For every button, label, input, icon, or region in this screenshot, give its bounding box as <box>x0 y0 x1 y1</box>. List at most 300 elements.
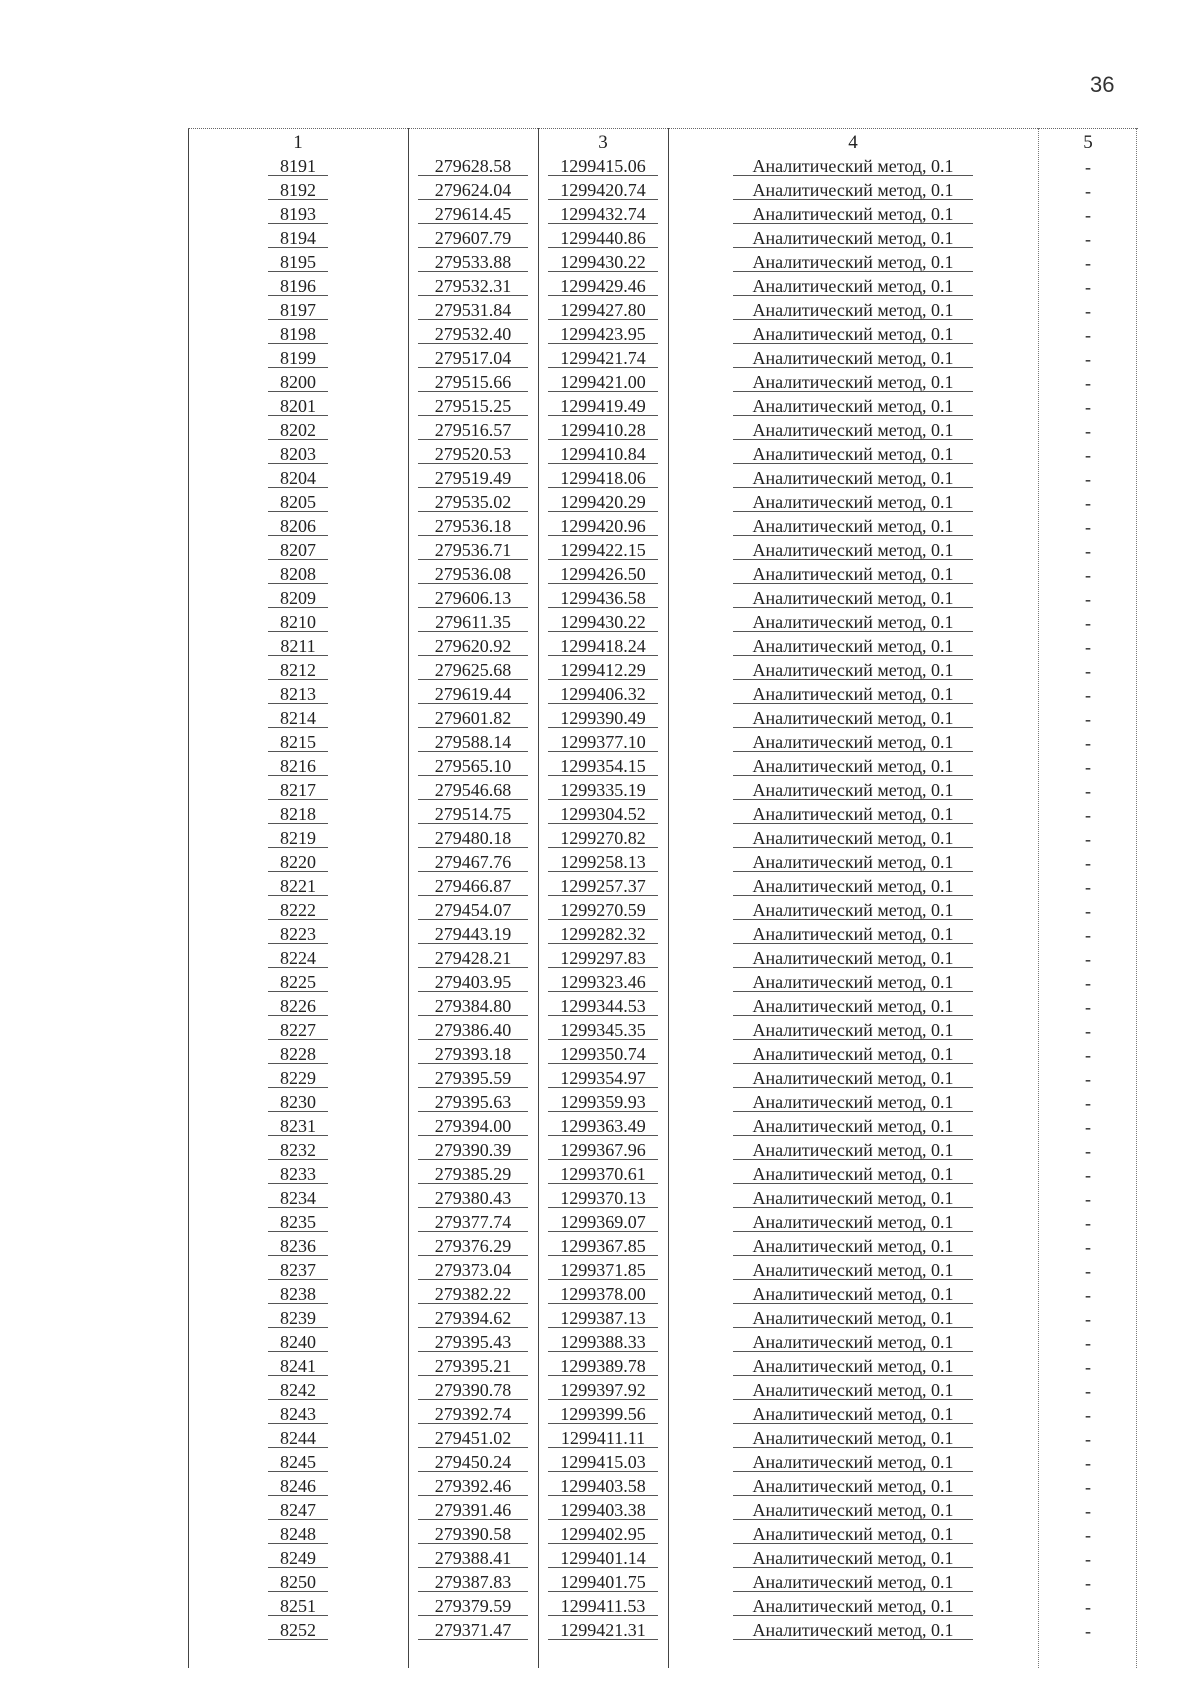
cell-y-coordinate <box>538 829 668 850</box>
method-accuracy-value: Аналитический метод, 0.1 <box>733 1117 973 1136</box>
cell-y-coordinate <box>538 709 668 730</box>
note-value: - <box>1085 1429 1091 1449</box>
table-row <box>188 1402 1138 1426</box>
y-coordinate-value: 1299370.61 <box>548 1165 658 1184</box>
x-coordinate-value: 279620.92 <box>418 637 528 656</box>
y-coordinate-value: 1299418.24 <box>548 637 658 656</box>
cell-x-coordinate <box>408 1453 538 1474</box>
method-accuracy-value: Аналитический метод, 0.1 <box>733 661 973 680</box>
cell-x-coordinate <box>408 1405 538 1426</box>
cell-point-number <box>188 1597 408 1618</box>
table-row <box>188 1090 1138 1114</box>
table-row <box>188 1258 1138 1282</box>
method-accuracy-value: Аналитический метод, 0.1 <box>733 1261 973 1280</box>
x-coordinate-value: 279394.62 <box>418 1309 528 1328</box>
method-accuracy-value: Аналитический метод, 0.1 <box>733 1525 973 1544</box>
cell-x-coordinate <box>408 973 538 994</box>
cell-x-coordinate <box>408 1117 538 1138</box>
y-coordinate-value: 1299410.84 <box>548 445 658 464</box>
method-accuracy-value: Аналитический метод, 0.1 <box>733 205 973 224</box>
table-row <box>188 1114 1138 1138</box>
point-number-value: 8252 <box>268 1621 328 1640</box>
cell-point-number <box>188 949 408 970</box>
cell-method-accuracy <box>668 1477 1038 1498</box>
note-value: - <box>1085 1045 1091 1065</box>
table-row <box>188 202 1138 226</box>
method-accuracy-value: Аналитический метод, 0.1 <box>733 613 973 632</box>
y-coordinate-value: 1299418.06 <box>548 469 658 488</box>
cell-point-number <box>188 565 408 586</box>
method-accuracy-value: Аналитический метод, 0.1 <box>733 829 973 848</box>
cell-method-accuracy <box>668 253 1038 274</box>
method-accuracy-value: Аналитический метод, 0.1 <box>733 877 973 896</box>
point-number-value: 8207 <box>268 541 328 560</box>
point-number-value: 8239 <box>268 1309 328 1328</box>
cell-y-coordinate <box>538 469 668 490</box>
cell-y-coordinate <box>538 685 668 706</box>
y-coordinate-value: 1299401.14 <box>548 1549 658 1568</box>
note-value: - <box>1085 277 1091 297</box>
method-accuracy-value: Аналитический метод, 0.1 <box>733 517 973 536</box>
cell-note <box>1038 1286 1138 1306</box>
table-row <box>188 514 1138 538</box>
table-row <box>188 1426 1138 1450</box>
point-number-value: 8230 <box>268 1093 328 1112</box>
x-coordinate-value: 279619.44 <box>418 685 528 704</box>
cell-note <box>1038 350 1138 370</box>
cell-point-number <box>188 877 408 898</box>
cell-point-number <box>188 1141 408 1162</box>
x-coordinate-value: 279390.78 <box>418 1381 528 1400</box>
cell-point-number <box>188 349 408 370</box>
point-number-value: 8235 <box>268 1213 328 1232</box>
x-coordinate-value: 279395.63 <box>418 1093 528 1112</box>
method-accuracy-value: Аналитический метод, 0.1 <box>733 1573 973 1592</box>
method-accuracy-value: Аналитический метод, 0.1 <box>733 1453 973 1472</box>
note-value: - <box>1085 229 1091 249</box>
cell-x-coordinate <box>408 1573 538 1594</box>
x-coordinate-value: 279536.18 <box>418 517 528 536</box>
point-number-value: 8243 <box>268 1405 328 1424</box>
cell-y-coordinate <box>538 1381 668 1402</box>
cell-x-coordinate <box>408 589 538 610</box>
y-coordinate-value: 1299354.15 <box>548 757 658 776</box>
x-coordinate-value: 279519.49 <box>418 469 528 488</box>
point-number-value: 8208 <box>268 565 328 584</box>
method-accuracy-value: Аналитический метод, 0.1 <box>733 1501 973 1520</box>
note-value: - <box>1085 1189 1091 1209</box>
table-row <box>188 538 1138 562</box>
y-coordinate-value: 1299430.22 <box>548 253 658 272</box>
point-number-value: 8221 <box>268 877 328 896</box>
note-value: - <box>1085 181 1091 201</box>
table-row <box>188 178 1138 202</box>
x-coordinate-value: 279384.80 <box>418 997 528 1016</box>
cell-x-coordinate <box>408 373 538 394</box>
table-row <box>188 418 1138 442</box>
cell-y-coordinate <box>538 1189 668 1210</box>
cell-x-coordinate <box>408 685 538 706</box>
cell-y-coordinate <box>538 1285 668 1306</box>
cell-y-coordinate <box>538 565 668 586</box>
table-row <box>188 1210 1138 1234</box>
cell-point-number <box>188 925 408 946</box>
note-value: - <box>1085 1021 1091 1041</box>
point-number-value: 8219 <box>268 829 328 848</box>
table-row <box>188 1474 1138 1498</box>
cell-point-number <box>188 1405 408 1426</box>
cell-note <box>1038 1430 1138 1450</box>
cell-point-number <box>188 709 408 730</box>
method-accuracy-value: Аналитический метод, 0.1 <box>733 253 973 272</box>
cell-x-coordinate <box>408 1165 538 1186</box>
table-row <box>188 1066 1138 1090</box>
cell-note <box>1038 758 1138 778</box>
cell-point-number <box>188 829 408 850</box>
cell-x-coordinate <box>408 637 538 658</box>
method-accuracy-value: Аналитический метод, 0.1 <box>733 805 973 824</box>
method-accuracy-value: Аналитический метод, 0.1 <box>733 157 973 176</box>
note-value: - <box>1085 973 1091 993</box>
cell-y-coordinate <box>538 1549 668 1570</box>
cell-method-accuracy <box>668 1165 1038 1186</box>
note-value: - <box>1085 1309 1091 1329</box>
cell-y-coordinate <box>538 1093 668 1114</box>
cell-point-number <box>188 229 408 250</box>
table-row <box>188 1282 1138 1306</box>
cell-note <box>1038 1046 1138 1066</box>
note-value: - <box>1085 925 1091 945</box>
cell-method-accuracy <box>668 1381 1038 1402</box>
note-value: - <box>1085 493 1091 513</box>
cell-note <box>1038 278 1138 298</box>
table-row <box>188 322 1138 346</box>
x-coordinate-value: 279515.25 <box>418 397 528 416</box>
cell-note <box>1038 1142 1138 1162</box>
cell-note <box>1038 1622 1138 1642</box>
table-row <box>188 898 1138 922</box>
cell-point-number <box>188 1525 408 1546</box>
cell-note <box>1038 590 1138 610</box>
cell-point-number <box>188 637 408 658</box>
point-number-value: 8192 <box>268 181 328 200</box>
cell-x-coordinate <box>408 733 538 754</box>
x-coordinate-value: 279533.88 <box>418 253 528 272</box>
cell-point-number <box>188 757 408 778</box>
method-accuracy-value: Аналитический метод, 0.1 <box>733 1141 973 1160</box>
y-coordinate-value: 1299344.53 <box>548 997 658 1016</box>
y-coordinate-value: 1299436.58 <box>548 589 658 608</box>
cell-method-accuracy <box>668 661 1038 682</box>
method-accuracy-value: Аналитический метод, 0.1 <box>733 853 973 872</box>
table-row <box>188 490 1138 514</box>
x-coordinate-value: 279611.35 <box>418 613 528 632</box>
note-value: - <box>1085 901 1091 921</box>
note-value: - <box>1085 1093 1091 1113</box>
cell-note <box>1038 182 1138 202</box>
cell-note <box>1038 950 1138 970</box>
cell-x-coordinate <box>408 853 538 874</box>
point-number-value: 8234 <box>268 1189 328 1208</box>
cell-x-coordinate <box>408 1549 538 1570</box>
table-row <box>188 730 1138 754</box>
point-number-value: 8211 <box>268 637 328 656</box>
method-accuracy-value: Аналитический метод, 0.1 <box>733 229 973 248</box>
y-coordinate-value: 1299389.78 <box>548 1357 658 1376</box>
cell-note <box>1038 1190 1138 1210</box>
note-value: - <box>1085 877 1091 897</box>
y-coordinate-value: 1299367.85 <box>548 1237 658 1256</box>
method-accuracy-value: Аналитический метод, 0.1 <box>733 1237 973 1256</box>
cell-y-coordinate <box>538 877 668 898</box>
method-accuracy-value: Аналитический метод, 0.1 <box>733 373 973 392</box>
cell-point-number <box>188 1453 408 1474</box>
x-coordinate-value: 279443.19 <box>418 925 528 944</box>
point-number-value: 8250 <box>268 1573 328 1592</box>
cell-point-number <box>188 589 408 610</box>
cell-method-accuracy <box>668 277 1038 298</box>
cell-y-coordinate <box>538 1309 668 1330</box>
note-value: - <box>1085 565 1091 585</box>
method-accuracy-value: Аналитический метод, 0.1 <box>733 1021 973 1040</box>
cell-method-accuracy <box>668 829 1038 850</box>
cell-point-number <box>188 157 408 178</box>
table-row <box>188 1138 1138 1162</box>
cell-note <box>1038 974 1138 994</box>
method-accuracy-value: Аналитический метод, 0.1 <box>733 1045 973 1064</box>
x-coordinate-value: 279394.00 <box>418 1117 528 1136</box>
cell-method-accuracy <box>668 781 1038 802</box>
x-coordinate-value: 279450.24 <box>418 1453 528 1472</box>
cell-y-coordinate <box>538 661 668 682</box>
x-coordinate-value: 279391.46 <box>418 1501 528 1520</box>
cell-method-accuracy <box>668 157 1038 178</box>
point-number-value: 8236 <box>268 1237 328 1256</box>
cell-point-number <box>188 1189 408 1210</box>
cell-method-accuracy <box>668 1213 1038 1234</box>
cell-point-number <box>188 1213 408 1234</box>
y-coordinate-value: 1299388.33 <box>548 1333 658 1352</box>
cell-point-number <box>188 613 408 634</box>
note-value: - <box>1085 541 1091 561</box>
cell-y-coordinate <box>538 1213 668 1234</box>
note-value: - <box>1085 349 1091 369</box>
cell-note <box>1038 662 1138 682</box>
cell-y-coordinate <box>538 277 668 298</box>
x-coordinate-value: 279588.14 <box>418 733 528 752</box>
cell-method-accuracy <box>668 1525 1038 1546</box>
cell-method-accuracy <box>668 925 1038 946</box>
cell-x-coordinate <box>408 1261 538 1282</box>
cell-x-coordinate <box>408 1357 538 1378</box>
method-accuracy-value: Аналитический метод, 0.1 <box>733 541 973 560</box>
point-number-value: 8204 <box>268 469 328 488</box>
table-row <box>188 1162 1138 1186</box>
table-row <box>188 610 1138 634</box>
table-row <box>188 1450 1138 1474</box>
note-value: - <box>1085 445 1091 465</box>
note-value: - <box>1085 1525 1091 1545</box>
y-coordinate-value: 1299412.29 <box>548 661 658 680</box>
cell-y-coordinate <box>538 613 668 634</box>
cell-method-accuracy <box>668 1573 1038 1594</box>
table-row <box>188 706 1138 730</box>
cell-y-coordinate <box>538 397 668 418</box>
cell-point-number <box>188 997 408 1018</box>
note-value: - <box>1085 997 1091 1017</box>
cell-method-accuracy <box>668 1453 1038 1474</box>
y-coordinate-value: 1299426.50 <box>548 565 658 584</box>
cell-y-coordinate <box>538 853 668 874</box>
note-value: - <box>1085 1285 1091 1305</box>
cell-point-number <box>188 517 408 538</box>
cell-method-accuracy <box>668 229 1038 250</box>
method-accuracy-value: Аналитический метод, 0.1 <box>733 1165 973 1184</box>
cell-y-coordinate <box>538 493 668 514</box>
cell-note <box>1038 254 1138 274</box>
cell-method-accuracy <box>668 997 1038 1018</box>
cell-x-coordinate <box>408 205 538 226</box>
note-value: - <box>1085 157 1091 177</box>
table-row <box>188 1234 1138 1258</box>
method-accuracy-value: Аналитический метод, 0.1 <box>733 1405 973 1424</box>
header-col-1: 1 <box>293 132 303 153</box>
cell-y-coordinate <box>538 181 668 202</box>
cell-point-number <box>188 397 408 418</box>
cell-point-number <box>188 805 408 826</box>
cell-note <box>1038 1166 1138 1186</box>
cell-method-accuracy <box>668 517 1038 538</box>
cell-note <box>1038 398 1138 418</box>
cell-method-accuracy <box>668 493 1038 514</box>
method-accuracy-value: Аналитический метод, 0.1 <box>733 493 973 512</box>
cell-y-coordinate <box>538 541 668 562</box>
cell-y-coordinate <box>538 445 668 466</box>
y-coordinate-value: 1299411.53 <box>548 1597 658 1616</box>
y-coordinate-value: 1299370.13 <box>548 1189 658 1208</box>
cell-y-coordinate <box>538 373 668 394</box>
table-row <box>188 922 1138 946</box>
note-value: - <box>1085 205 1091 225</box>
method-accuracy-value: Аналитический метод, 0.1 <box>733 757 973 776</box>
cell-method-accuracy <box>668 445 1038 466</box>
cell-y-coordinate <box>538 1261 668 1282</box>
note-value: - <box>1085 829 1091 849</box>
header-col-5: 5 <box>1083 132 1093 153</box>
note-value: - <box>1085 253 1091 273</box>
cell-method-accuracy <box>668 421 1038 442</box>
note-value: - <box>1085 805 1091 825</box>
cell-method-accuracy <box>668 613 1038 634</box>
cell-method-accuracy <box>668 1333 1038 1354</box>
table-row <box>188 394 1138 418</box>
x-coordinate-value: 279607.79 <box>418 229 528 248</box>
y-coordinate-value: 1299257.37 <box>548 877 658 896</box>
table-row <box>188 250 1138 274</box>
cell-point-number <box>188 1501 408 1522</box>
method-accuracy-value: Аналитический метод, 0.1 <box>733 949 973 968</box>
cell-method-accuracy <box>668 685 1038 706</box>
x-coordinate-value: 279451.02 <box>418 1429 528 1448</box>
y-coordinate-value: 1299420.74 <box>548 181 658 200</box>
x-coordinate-value: 279625.68 <box>418 661 528 680</box>
cell-note <box>1038 710 1138 730</box>
cell-x-coordinate <box>408 661 538 682</box>
method-accuracy-value: Аналитический метод, 0.1 <box>733 1309 973 1328</box>
x-coordinate-value: 279390.58 <box>418 1525 528 1544</box>
method-accuracy-value: Аналитический метод, 0.1 <box>733 1213 973 1232</box>
cell-note <box>1038 926 1138 946</box>
y-coordinate-value: 1299403.38 <box>548 1501 658 1520</box>
cell-point-number <box>188 1549 408 1570</box>
point-number-value: 8197 <box>268 301 328 320</box>
x-coordinate-value: 279532.31 <box>418 277 528 296</box>
x-coordinate-value: 279467.76 <box>418 853 528 872</box>
method-accuracy-value: Аналитический метод, 0.1 <box>733 637 973 656</box>
note-value: - <box>1085 1381 1091 1401</box>
y-coordinate-value: 1299427.80 <box>548 301 658 320</box>
cell-method-accuracy <box>668 349 1038 370</box>
cell-note <box>1038 830 1138 850</box>
x-coordinate-value: 279536.71 <box>418 541 528 560</box>
point-number-value: 8194 <box>268 229 328 248</box>
table-row <box>188 1618 1138 1642</box>
cell-x-coordinate <box>408 805 538 826</box>
cell-point-number <box>188 469 408 490</box>
cell-point-number <box>188 253 408 274</box>
cell-x-coordinate <box>408 1237 538 1258</box>
cell-note <box>1038 374 1138 394</box>
method-accuracy-value: Аналитический метод, 0.1 <box>733 181 973 200</box>
cell-point-number <box>188 493 408 514</box>
method-accuracy-value: Аналитический метод, 0.1 <box>733 1285 973 1304</box>
method-accuracy-value: Аналитический метод, 0.1 <box>733 277 973 296</box>
table-row <box>188 1570 1138 1594</box>
cell-y-coordinate <box>538 1525 668 1546</box>
cell-note <box>1038 1070 1138 1090</box>
point-number-value: 8242 <box>268 1381 328 1400</box>
note-value: - <box>1085 733 1091 753</box>
x-coordinate-value: 279390.39 <box>418 1141 528 1160</box>
note-value: - <box>1085 757 1091 777</box>
point-number-value: 8251 <box>268 1597 328 1616</box>
x-coordinate-value: 279480.18 <box>418 829 528 848</box>
x-coordinate-value: 279392.74 <box>418 1405 528 1424</box>
method-accuracy-value: Аналитический метод, 0.1 <box>733 709 973 728</box>
cell-point-number <box>188 421 408 442</box>
cell-y-coordinate <box>538 925 668 946</box>
y-coordinate-value: 1299304.52 <box>548 805 658 824</box>
cell-note <box>1038 1214 1138 1234</box>
y-coordinate-value: 1299421.74 <box>548 349 658 368</box>
y-coordinate-value: 1299421.00 <box>548 373 658 392</box>
cell-note <box>1038 1262 1138 1282</box>
cell-point-number <box>188 1285 408 1306</box>
cell-x-coordinate <box>408 181 538 202</box>
point-number-value: 8228 <box>268 1045 328 1064</box>
note-value: - <box>1085 373 1091 393</box>
point-number-value: 8241 <box>268 1357 328 1376</box>
cell-y-coordinate <box>538 325 668 346</box>
table-row <box>188 826 1138 850</box>
cell-x-coordinate <box>408 1189 538 1210</box>
cell-x-coordinate <box>408 1045 538 1066</box>
y-coordinate-value: 1299258.13 <box>548 853 658 872</box>
x-coordinate-value: 279382.22 <box>418 1285 528 1304</box>
method-accuracy-value: Аналитический метод, 0.1 <box>733 1357 973 1376</box>
y-coordinate-value: 1299270.59 <box>548 901 658 920</box>
y-coordinate-value: 1299403.58 <box>548 1477 658 1496</box>
